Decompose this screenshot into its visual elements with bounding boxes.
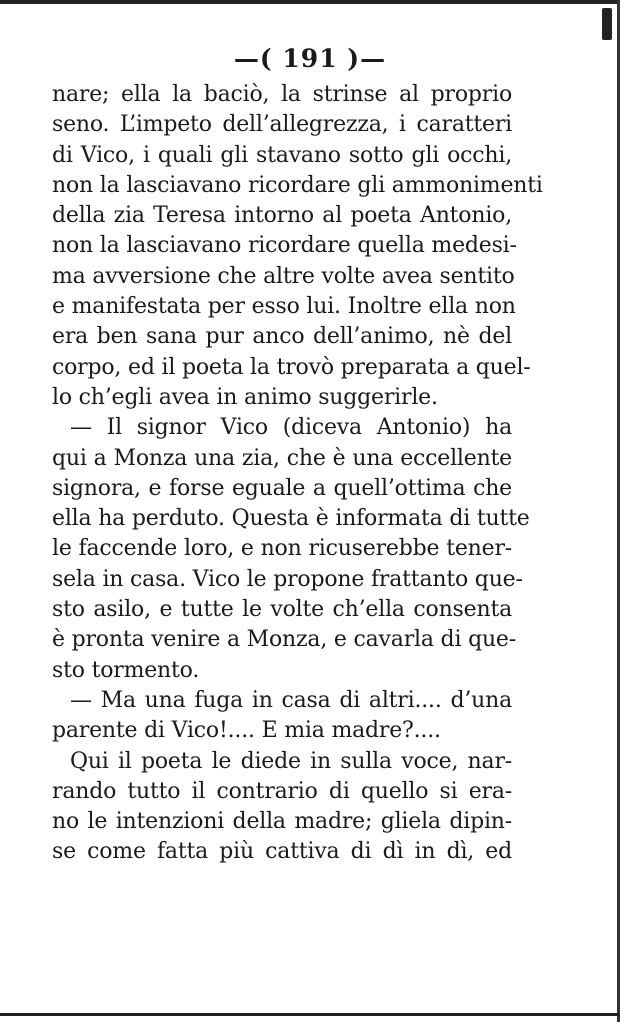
text-line: Qui il poeta le diede in sulla voce, nar-	[70, 748, 512, 774]
page-number: —( 191 )—	[233, 44, 387, 73]
text-line: seno. L’impeto dell’allegrezza, i caratteri	[52, 112, 512, 138]
text-line: ma avversione che altre volte avea sentito	[52, 263, 515, 289]
text-line: ella ha perduto. Questa è informata di tutte	[52, 506, 530, 532]
top-scan-border	[0, 0, 620, 4]
text-line: sela in casa. Vico le propone frattanto que-	[52, 566, 523, 592]
text-line: di Vico, i quali gli stavano sotto gli occhi,	[52, 142, 512, 168]
text-line: — Il signor Vico (diceva Antonio) ha	[70, 415, 512, 441]
text-line: è pronta venire a Monza, e cavarla di que-	[52, 627, 516, 653]
text-line: non la lasciavano ricordare quella medesi-	[52, 233, 517, 259]
text-line: nare; ella la baciò, la strinse al proprio	[52, 82, 512, 107]
text-line: le faccende loro, e non ricuserebbe tener-	[52, 536, 512, 562]
text-line: lo ch’egli avea in animo suggerirle.	[52, 384, 438, 410]
text-line: — Ma una fuga in casa di altri.... d’una	[70, 687, 512, 713]
corner-scan-mark	[602, 8, 612, 40]
body-text	[52, 80, 543, 868]
text-line: sto asilo, e tutte le volte ch’ella consenta	[52, 597, 512, 623]
text-line: signora, e forse eguale a quell’ottima che	[52, 475, 512, 501]
text-line: della zia Teresa intorno al poeta Antonio,	[52, 203, 512, 229]
text-line: non la lasciavano ricordare gli ammonimenti	[52, 172, 543, 198]
text-line: se come fatta più cattiva di dì in dì, ed	[52, 839, 512, 865]
text-line: parente di Vico!.... E mia madre?....	[52, 718, 441, 744]
bottom-scan-border	[0, 1013, 620, 1016]
text-line: rando tutto il contrario di quello si era-	[52, 778, 512, 804]
text-line: sto tormento.	[52, 657, 200, 683]
text-line: era ben sana pur anco dell’animo, nè del	[52, 324, 512, 350]
text-line: corpo, ed il poeta la trovò preparata a quel-	[52, 354, 531, 380]
text-line: qui a Monza una zia, che è una eccellente	[52, 445, 512, 471]
text-line: no le intenzioni della madre; gliela dipin-	[52, 809, 512, 835]
text-line: e manifestata per esso lui. Inoltre ella non	[52, 294, 516, 320]
